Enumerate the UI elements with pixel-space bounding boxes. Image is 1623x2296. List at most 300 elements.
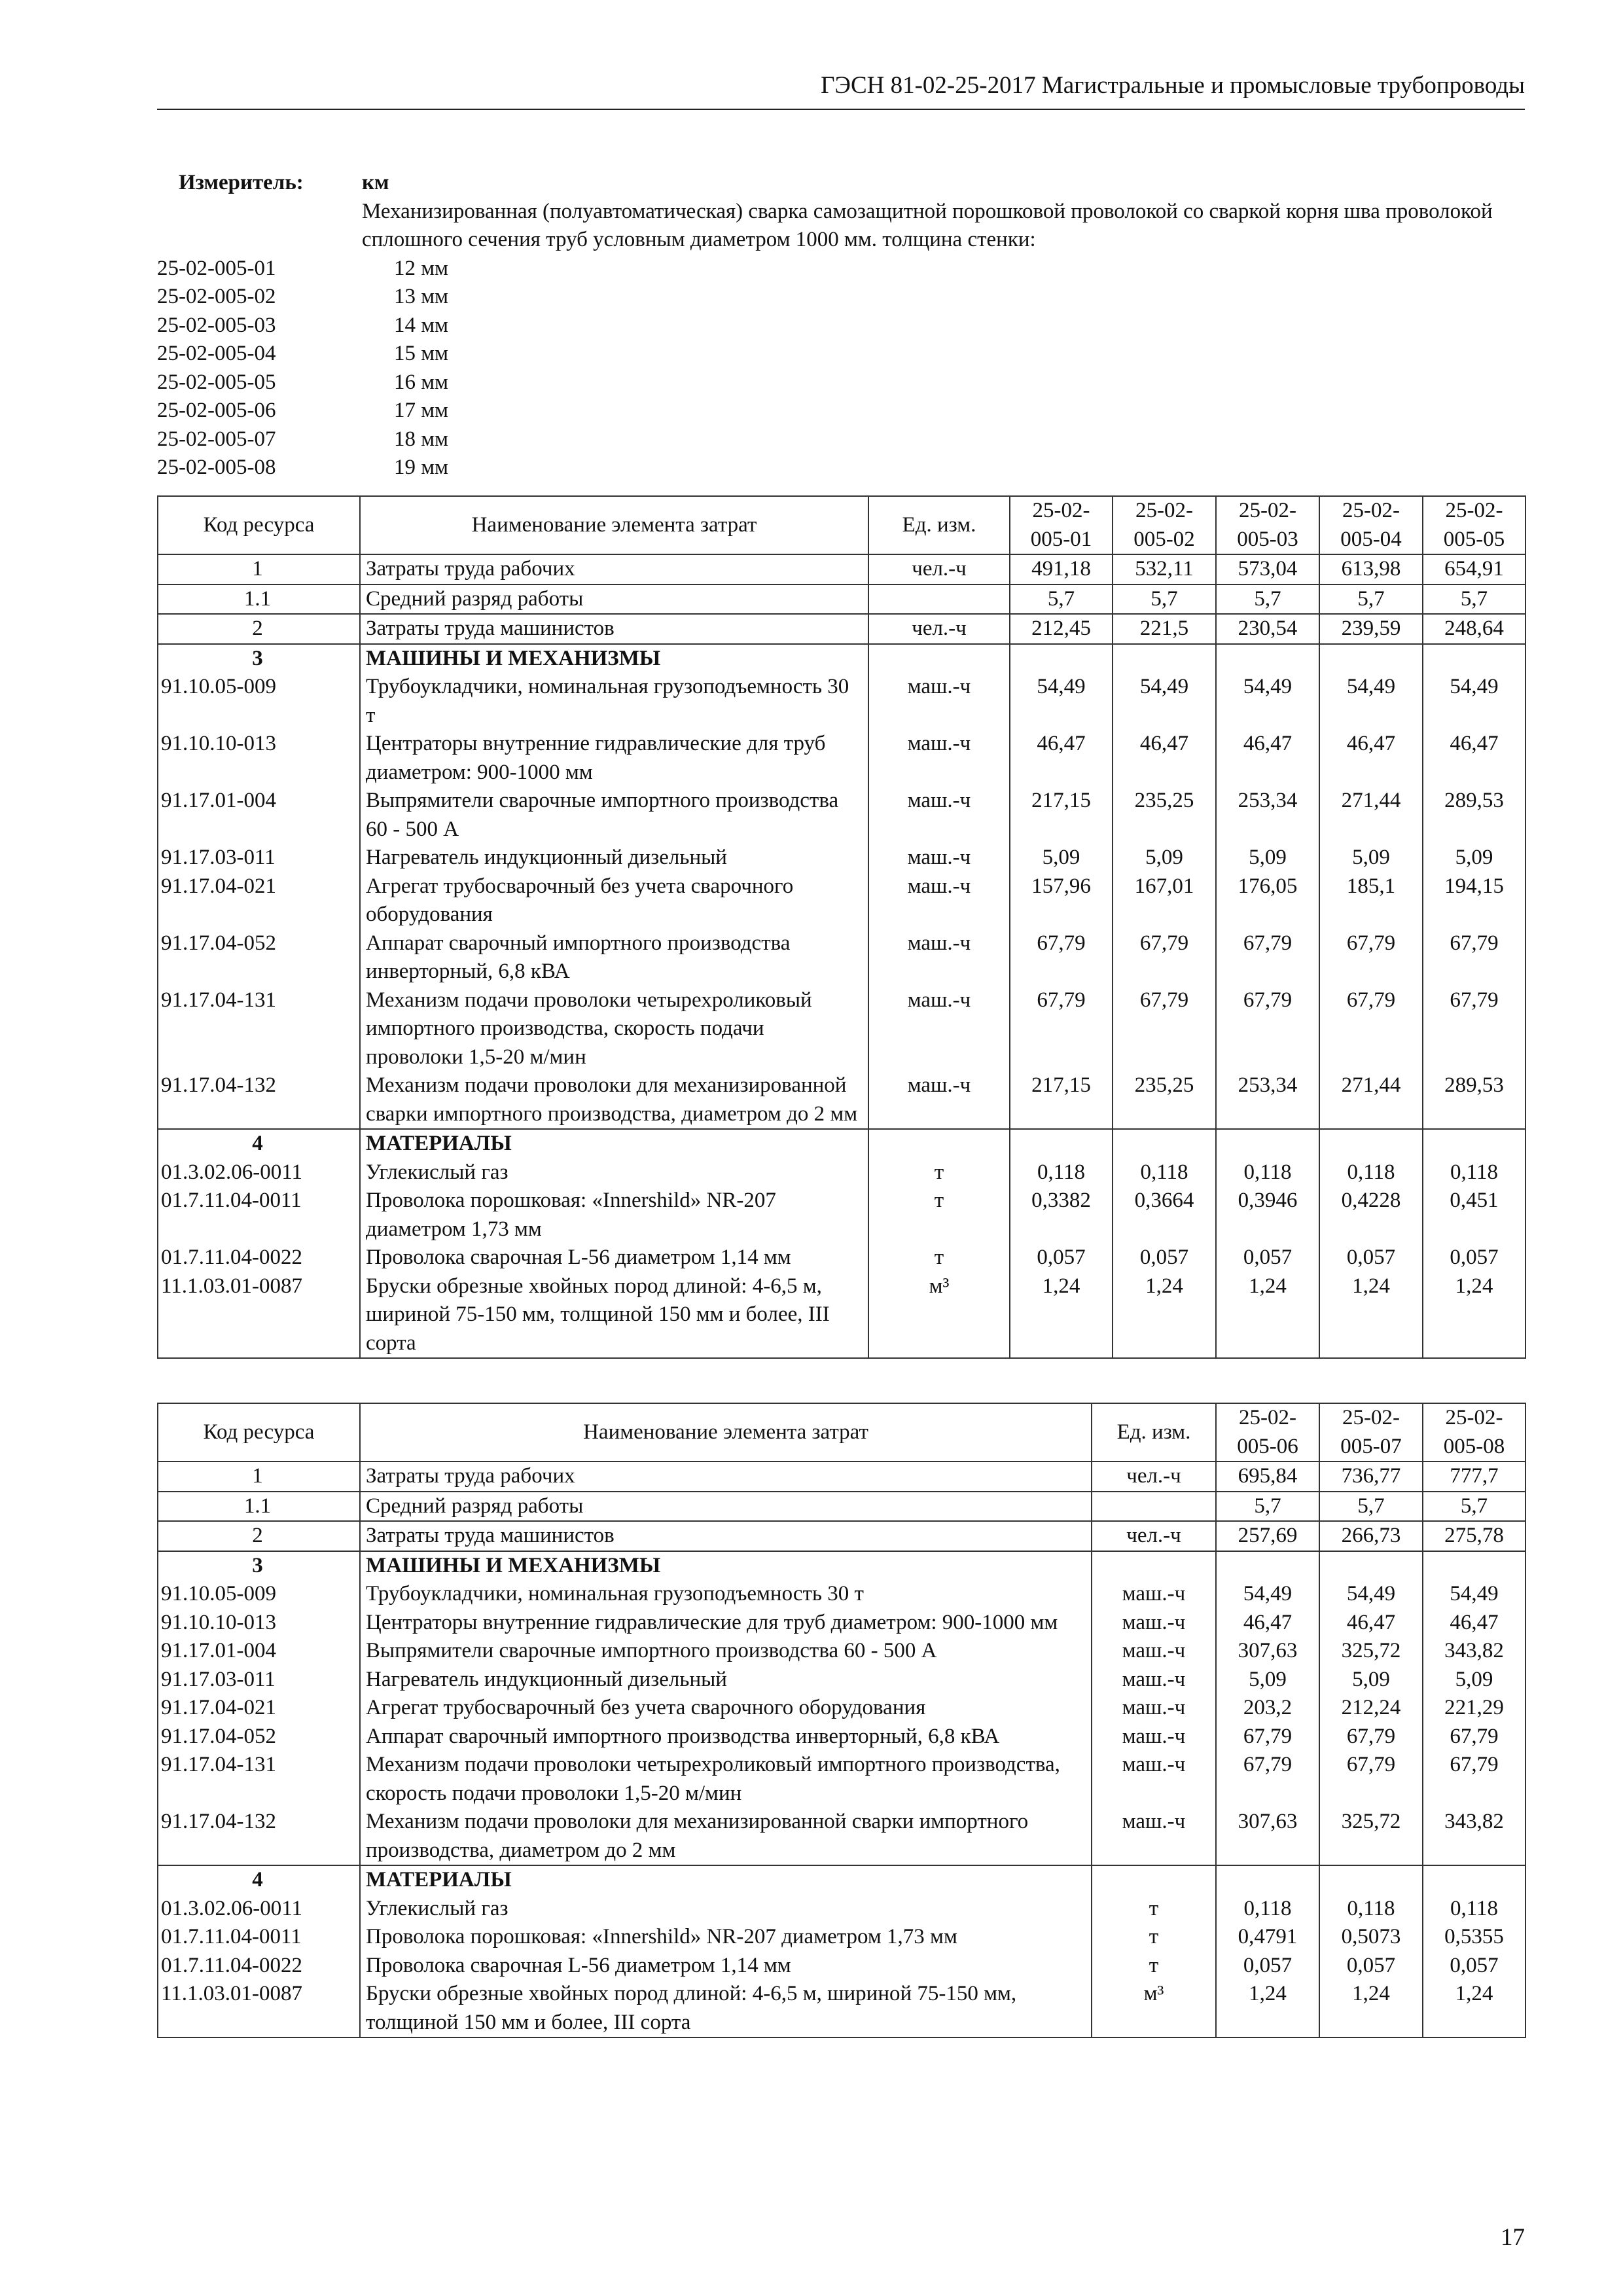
value-cell: 0,118	[1216, 1895, 1319, 1924]
value-cell: 67,79	[1423, 1723, 1525, 1751]
table-row	[158, 1808, 1525, 1865]
unit-cell	[1092, 1551, 1216, 1581]
value-cell: 194,15	[1423, 872, 1525, 929]
value-cell: 0,4228	[1319, 1187, 1423, 1244]
variant-row	[157, 397, 1525, 425]
cost-element-name: Механизм подачи проволоки для механизированной сварки импортного производства, диаметром до 2 мм	[360, 1808, 1092, 1865]
value-cell: 46,47	[1216, 1609, 1319, 1638]
unit-cell: маш.-ч	[868, 844, 1010, 872]
value-cell: 212,24	[1319, 1694, 1423, 1723]
resource-code: 4	[158, 1129, 360, 1158]
table-row	[158, 1980, 1525, 2037]
cost-element-name: Трубоукладчики, номинальная грузоподъемность 30 т	[360, 673, 868, 730]
value-cell: 46,47	[1319, 730, 1423, 787]
value-cell: 5,09	[1319, 844, 1423, 872]
resource-code: 01.3.02.06-0011	[158, 1895, 360, 1924]
resource-code: 4	[158, 1865, 360, 1895]
col-header-name: Наименование элемента затрат	[360, 1403, 1092, 1462]
variant-code: 25-02-005-05	[157, 370, 276, 394]
resource-code: 1	[158, 554, 360, 584]
meter-label: Измеритель:	[179, 171, 304, 194]
value-cell	[1216, 1129, 1319, 1158]
value-cell: 46,47	[1113, 730, 1216, 787]
cost-element-name: Центраторы внутренние гидравлические для труб диаметром: 900-1000 мм	[360, 730, 868, 787]
resource-code: 91.17.04-132	[158, 1808, 360, 1865]
col-header-variant: 25-02-005-01	[1010, 496, 1113, 554]
value-cell: 248,64	[1423, 614, 1525, 644]
value-cell: 67,79	[1113, 986, 1216, 1072]
cost-element-name: Проволока порошковая: «Innershild» NR-207 диаметром 1,73 мм	[360, 1923, 1092, 1952]
value-cell	[1010, 644, 1113, 673]
value-cell: 217,15	[1010, 787, 1113, 844]
unit-cell: маш.-ч	[868, 730, 1010, 787]
unit-cell: маш.-ч	[868, 1071, 1010, 1129]
unit-cell	[868, 1129, 1010, 1158]
value-cell: 54,49	[1216, 673, 1319, 730]
value-cell: 343,82	[1423, 1808, 1525, 1865]
resource-code: 1.1	[158, 584, 360, 615]
value-cell: 0,057	[1423, 1952, 1525, 1981]
value-cell: 0,3946	[1216, 1187, 1319, 1244]
value-cell: 289,53	[1423, 787, 1525, 844]
value-cell: 271,44	[1319, 1071, 1423, 1129]
resource-code: 91.10.10-013	[158, 730, 360, 787]
value-cell: 67,79	[1319, 1723, 1423, 1751]
value-cell: 0,5355	[1423, 1923, 1525, 1952]
unit-cell: м³	[868, 1272, 1010, 1359]
value-cell: 54,49	[1423, 673, 1525, 730]
value-cell	[1216, 644, 1319, 673]
variant-thickness: 19 мм	[394, 456, 449, 479]
col-header-variant: 25-02-005-03	[1216, 496, 1319, 554]
value-cell: 54,49	[1319, 1580, 1423, 1609]
table-row	[158, 584, 1525, 615]
unit-cell: маш.-ч	[1092, 1637, 1216, 1666]
resource-code: 01.7.11.04-0022	[158, 1244, 360, 1272]
value-cell: 46,47	[1423, 1609, 1525, 1638]
unit-cell: т	[1092, 1923, 1216, 1952]
table-row	[158, 554, 1525, 584]
variant-thickness: 12 мм	[394, 256, 449, 280]
resource-table-1	[157, 495, 1526, 1359]
value-cell: 67,79	[1216, 929, 1319, 986]
resource-code: 91.17.04-131	[158, 1751, 360, 1808]
value-cell: 0,118	[1319, 1895, 1423, 1924]
value-cell: 573,04	[1216, 554, 1319, 584]
resource-code: 91.17.04-052	[158, 929, 360, 986]
value-cell: 275,78	[1423, 1521, 1525, 1551]
cost-element-name: МАШИНЫ И МЕХАНИЗМЫ	[360, 1551, 1092, 1581]
table-row	[158, 1923, 1525, 1952]
cost-element-name: Проволока порошковая: «Innershild» NR-207 диаметром 1,73 мм	[360, 1187, 868, 1244]
cost-element-name: Механизм подачи проволоки для механизированной сварки импортного производства, диаметром до 2 мм	[360, 1071, 868, 1129]
table-row	[158, 1158, 1525, 1187]
resource-code: 01.7.11.04-0011	[158, 1187, 360, 1244]
table-row	[158, 1551, 1525, 1581]
value-cell: 46,47	[1423, 730, 1525, 787]
value-cell: 5,7	[1216, 584, 1319, 615]
value-cell: 67,79	[1113, 929, 1216, 986]
table-row	[158, 1521, 1525, 1551]
value-cell: 5,09	[1423, 844, 1525, 872]
table-row	[158, 1272, 1525, 1359]
value-cell: 0,118	[1423, 1895, 1525, 1924]
unit-cell: маш.-ч	[868, 872, 1010, 929]
cost-element-name: Углекислый газ	[360, 1158, 868, 1187]
col-header-variant: 25-02-005-06	[1216, 1403, 1319, 1462]
value-cell: 1,24	[1216, 1272, 1319, 1359]
col-header-unit: Ед. изм.	[1092, 1403, 1216, 1462]
value-cell: 253,34	[1216, 787, 1319, 844]
table-row	[158, 929, 1525, 986]
resource-code: 01.7.11.04-0022	[158, 1952, 360, 1981]
table-row	[158, 1865, 1525, 1895]
table-row	[158, 1580, 1525, 1609]
unit-cell: маш.-ч	[868, 787, 1010, 844]
resource-code: 91.17.04-021	[158, 1694, 360, 1723]
resource-code: 2	[158, 1521, 360, 1551]
value-cell: 5,7	[1319, 1492, 1423, 1522]
table-row	[158, 787, 1525, 844]
value-cell: 0,451	[1423, 1187, 1525, 1244]
value-cell: 777,7	[1423, 1462, 1525, 1492]
table-row	[158, 730, 1525, 787]
value-cell: 1,24	[1423, 1272, 1525, 1359]
value-cell: 695,84	[1216, 1462, 1319, 1492]
value-cell: 5,7	[1423, 1492, 1525, 1522]
value-cell: 176,05	[1216, 872, 1319, 929]
value-cell: 613,98	[1319, 554, 1423, 584]
col-header-code: Код ресурса	[158, 496, 360, 554]
value-cell	[1319, 1551, 1423, 1581]
value-cell: 67,79	[1010, 929, 1113, 986]
value-cell: 1,24	[1319, 1272, 1423, 1359]
value-cell: 212,45	[1010, 614, 1113, 644]
resource-code: 1.1	[158, 1492, 360, 1522]
value-cell: 532,11	[1113, 554, 1216, 584]
value-cell: 230,54	[1216, 614, 1319, 644]
unit-cell: т	[1092, 1952, 1216, 1981]
table-row	[158, 844, 1525, 872]
value-cell	[1423, 644, 1525, 673]
table-row	[158, 1952, 1525, 1981]
value-cell: 0,118	[1113, 1158, 1216, 1187]
col-header-code: Код ресурса	[158, 1403, 360, 1462]
table-row	[158, 1492, 1525, 1522]
value-cell: 5,09	[1113, 844, 1216, 872]
intro-block	[157, 169, 1525, 482]
value-cell: 271,44	[1319, 787, 1423, 844]
value-cell: 491,18	[1010, 554, 1113, 584]
value-cell: 235,25	[1113, 1071, 1216, 1129]
value-cell: 5,7	[1319, 584, 1423, 615]
cost-element-name: Бруски обрезные хвойных пород длиной: 4-6,5 м, шириной 75-150 мм, толщиной 150 мм и более, III сорта	[360, 1272, 868, 1359]
variant-row	[157, 425, 1525, 454]
variant-row	[157, 255, 1525, 283]
value-cell: 54,49	[1319, 673, 1423, 730]
cost-element-name: Проволока сварочная L-56 диаметром 1,14 мм	[360, 1952, 1092, 1981]
value-cell	[1423, 1129, 1525, 1158]
value-cell: 0,057	[1319, 1952, 1423, 1981]
cost-element-name: Углекислый газ	[360, 1895, 1092, 1924]
resource-code: 91.17.04-131	[158, 986, 360, 1072]
unit-cell: маш.-ч	[1092, 1723, 1216, 1751]
table-row	[158, 1129, 1525, 1158]
resource-code: 91.17.04-052	[158, 1723, 360, 1751]
cost-element-name: Выпрямители сварочные импортного производства 60 - 500 А	[360, 1637, 1092, 1666]
unit-cell: м³	[1092, 1980, 1216, 2037]
variant-code: 25-02-005-08	[157, 456, 276, 479]
value-cell: 0,118	[1010, 1158, 1113, 1187]
variant-thickness: 18 мм	[394, 427, 449, 451]
unit-cell: чел.-ч	[868, 614, 1010, 644]
table-row	[158, 1637, 1525, 1666]
value-cell: 221,29	[1423, 1694, 1525, 1723]
table-row	[158, 614, 1525, 644]
table-row	[158, 673, 1525, 730]
header-row	[158, 496, 1525, 554]
value-cell: 221,5	[1113, 614, 1216, 644]
variant-code: 25-02-005-06	[157, 399, 276, 422]
value-cell: 0,057	[1113, 1244, 1216, 1272]
value-cell: 0,057	[1319, 1244, 1423, 1272]
value-cell	[1423, 1551, 1525, 1581]
value-cell: 1,24	[1010, 1272, 1113, 1359]
unit-cell: чел.-ч	[1092, 1521, 1216, 1551]
value-cell	[1216, 1551, 1319, 1581]
value-cell: 46,47	[1010, 730, 1113, 787]
value-cell: 289,53	[1423, 1071, 1525, 1129]
resource-code: 91.17.04-021	[158, 872, 360, 929]
value-cell: 167,01	[1113, 872, 1216, 929]
value-cell: 67,79	[1319, 986, 1423, 1072]
value-cell	[1010, 1129, 1113, 1158]
unit-cell: маш.-ч	[1092, 1694, 1216, 1723]
unit-cell	[1092, 1492, 1216, 1522]
cost-element-name: МАШИНЫ И МЕХАНИЗМЫ	[360, 644, 868, 673]
value-cell: 185,1	[1319, 872, 1423, 929]
value-cell: 0,3664	[1113, 1187, 1216, 1244]
cost-element-name: Аппарат сварочный импортного производства инверторный, 6,8 кВА	[360, 1723, 1092, 1751]
variant-row	[157, 283, 1525, 312]
resource-code: 01.3.02.06-0011	[158, 1158, 360, 1187]
value-cell: 0,057	[1423, 1244, 1525, 1272]
resource-code: 91.17.01-004	[158, 787, 360, 844]
value-cell: 5,09	[1319, 1666, 1423, 1695]
table-row	[158, 1723, 1525, 1751]
value-cell: 0,118	[1423, 1158, 1525, 1187]
value-cell: 217,15	[1010, 1071, 1113, 1129]
value-cell: 0,118	[1216, 1158, 1319, 1187]
cost-element-name: Аппарат сварочный импортного производства инверторный, 6,8 кВА	[360, 929, 868, 986]
value-cell: 257,69	[1216, 1521, 1319, 1551]
value-cell	[1319, 1129, 1423, 1158]
meter-value: км	[362, 171, 389, 194]
value-cell: 67,79	[1216, 1723, 1319, 1751]
value-cell: 1,24	[1423, 1980, 1525, 2037]
header-row	[158, 1403, 1525, 1462]
value-cell: 5,7	[1113, 584, 1216, 615]
variant-thickness: 16 мм	[394, 370, 449, 394]
value-cell: 46,47	[1216, 730, 1319, 787]
value-cell: 307,63	[1216, 1808, 1319, 1865]
cost-element-name: Агрегат трубосварочный без учета сварочного оборудования	[360, 872, 868, 929]
work-description: Механизированная (полуавтоматическая) сварка самозащитной порошковой проволокой со сваркой корня шва проволокой сплошного сечения труб условным диаметром 1000 мм. толщина стенки:	[362, 199, 1493, 251]
variant-list	[157, 255, 1525, 482]
cost-element-name: Средний разряд работы	[360, 584, 868, 615]
table-row	[158, 872, 1525, 929]
variant-row	[157, 340, 1525, 368]
unit-cell: т	[868, 1158, 1010, 1187]
value-cell: 5,09	[1423, 1666, 1525, 1695]
table-row	[158, 1609, 1525, 1638]
table-row	[158, 644, 1525, 673]
unit-cell: маш.-ч	[1092, 1609, 1216, 1638]
cost-element-name: Затраты труда рабочих	[360, 554, 868, 584]
value-cell	[1423, 1865, 1525, 1895]
variant-code: 25-02-005-07	[157, 427, 276, 451]
col-header-variant: 25-02-005-02	[1113, 496, 1216, 554]
value-cell: 325,72	[1319, 1637, 1423, 1666]
value-cell: 266,73	[1319, 1521, 1423, 1551]
col-header-name: Наименование элемента затрат	[360, 496, 868, 554]
resource-table-2	[157, 1403, 1526, 2038]
value-cell: 67,79	[1216, 986, 1319, 1072]
cost-element-name: МАТЕРИАЛЫ	[360, 1129, 868, 1158]
variant-code: 25-02-005-03	[157, 313, 276, 337]
value-cell: 239,59	[1319, 614, 1423, 644]
col-header-variant: 25-02-005-05	[1423, 496, 1525, 554]
value-cell: 54,49	[1423, 1580, 1525, 1609]
value-cell: 5,7	[1216, 1492, 1319, 1522]
variant-row	[157, 312, 1525, 340]
value-cell: 67,79	[1216, 1751, 1319, 1808]
table-row	[158, 1187, 1525, 1244]
cost-element-name: Агрегат трубосварочный без учета сварочного оборудования	[360, 1694, 1092, 1723]
col-header-variant: 25-02-005-07	[1319, 1403, 1423, 1462]
unit-cell: маш.-ч	[1092, 1580, 1216, 1609]
cost-element-name: МАТЕРИАЛЫ	[360, 1865, 1092, 1895]
value-cell: 1,24	[1216, 1980, 1319, 2037]
resource-code: 01.7.11.04-0011	[158, 1923, 360, 1952]
variant-thickness: 14 мм	[394, 313, 449, 337]
variant-code: 25-02-005-02	[157, 285, 276, 308]
value-cell: 1,24	[1113, 1272, 1216, 1359]
cost-element-name: Проволока сварочная L-56 диаметром 1,14 мм	[360, 1244, 868, 1272]
resource-code: 91.17.04-132	[158, 1071, 360, 1129]
value-cell: 235,25	[1113, 787, 1216, 844]
unit-cell: маш.-ч	[868, 673, 1010, 730]
cost-element-name: Нагреватель индукционный дизельный	[360, 1666, 1092, 1695]
value-cell: 54,49	[1010, 673, 1113, 730]
cost-element-name: Бруски обрезные хвойных пород длиной: 4-6,5 м, шириной 75-150 мм, толщиной 150 мм и более, III сорта	[360, 1980, 1092, 2037]
unit-cell: маш.-ч	[1092, 1666, 1216, 1695]
unit-cell	[1092, 1865, 1216, 1895]
value-cell: 654,91	[1423, 554, 1525, 584]
value-cell: 67,79	[1423, 986, 1525, 1072]
variant-row	[157, 368, 1525, 397]
value-cell: 5,7	[1423, 584, 1525, 615]
cost-element-name: Затраты труда машинистов	[360, 1521, 1092, 1551]
value-cell: 343,82	[1423, 1637, 1525, 1666]
value-cell: 54,49	[1113, 673, 1216, 730]
unit-cell: маш.-ч	[1092, 1808, 1216, 1865]
value-cell: 253,34	[1216, 1071, 1319, 1129]
table-row	[158, 1071, 1525, 1129]
value-cell: 67,79	[1423, 929, 1525, 986]
running-header: ГЭСН 81-02-25-2017 Магистральные и промысловые трубопроводы	[821, 72, 1525, 99]
value-cell: 1,24	[1319, 1980, 1423, 2037]
resource-code: 91.17.03-011	[158, 844, 360, 872]
table-row	[158, 1694, 1525, 1723]
value-cell: 157,96	[1010, 872, 1113, 929]
value-cell: 5,7	[1010, 584, 1113, 615]
resource-code: 2	[158, 614, 360, 644]
cost-element-name: Средний разряд работы	[360, 1492, 1092, 1522]
variant-code: 25-02-005-04	[157, 342, 276, 365]
value-cell: 0,3382	[1010, 1187, 1113, 1244]
value-cell: 0,118	[1319, 1158, 1423, 1187]
resource-code: 11.1.03.01-0087	[158, 1272, 360, 1359]
unit-cell: т	[1092, 1895, 1216, 1924]
col-header-variant: 25-02-005-04	[1319, 496, 1423, 554]
value-cell	[1319, 644, 1423, 673]
value-cell: 0,057	[1216, 1244, 1319, 1272]
value-cell: 67,79	[1319, 1751, 1423, 1808]
resource-code: 3	[158, 644, 360, 673]
cost-element-name: Трубоукладчики, номинальная грузоподъемность 30 т	[360, 1580, 1092, 1609]
table-row	[158, 1751, 1525, 1808]
resource-code: 11.1.03.01-0087	[158, 1980, 360, 2037]
unit-cell: т	[868, 1244, 1010, 1272]
resource-code: 91.10.05-009	[158, 673, 360, 730]
value-cell: 307,63	[1216, 1637, 1319, 1666]
value-cell: 203,2	[1216, 1694, 1319, 1723]
value-cell: 67,79	[1319, 929, 1423, 986]
unit-cell: маш.-ч	[1092, 1751, 1216, 1808]
unit-cell: маш.-ч	[868, 929, 1010, 986]
meter-row	[157, 169, 1525, 198]
value-cell: 0,057	[1010, 1244, 1113, 1272]
value-cell: 54,49	[1216, 1580, 1319, 1609]
page-number: 17	[1501, 2224, 1525, 2251]
value-cell: 5,09	[1216, 844, 1319, 872]
table-row	[158, 1244, 1525, 1272]
value-cell	[1113, 644, 1216, 673]
value-cell: 325,72	[1319, 1808, 1423, 1865]
value-cell: 0,5073	[1319, 1923, 1423, 1952]
cost-element-name: Затраты труда машинистов	[360, 614, 868, 644]
cost-element-name: Центраторы внутренние гидравлические для труб диаметром: 900-1000 мм	[360, 1609, 1092, 1638]
unit-cell: чел.-ч	[868, 554, 1010, 584]
unit-cell: маш.-ч	[868, 986, 1010, 1072]
table-row	[158, 1666, 1525, 1695]
table-row	[158, 1895, 1525, 1924]
cost-element-name: Выпрямители сварочные импортного производства 60 - 500 А	[360, 787, 868, 844]
resource-code: 91.10.05-009	[158, 1580, 360, 1609]
value-cell: 736,77	[1319, 1462, 1423, 1492]
variant-thickness: 13 мм	[394, 285, 449, 308]
cost-element-name: Затраты труда рабочих	[360, 1462, 1092, 1492]
value-cell: 0,057	[1216, 1952, 1319, 1981]
table-row	[158, 986, 1525, 1072]
value-cell	[1113, 1129, 1216, 1158]
description-row	[157, 198, 1525, 255]
cost-element-name: Механизм подачи проволоки четырехроликовый импортного производства, скорость подачи проволоки 1,5-20 м/мин	[360, 1751, 1092, 1808]
variant-thickness: 17 мм	[394, 399, 449, 422]
cost-element-name: Механизм подачи проволоки четырехроликовый импортного производства, скорость подачи проволоки 1,5-20 м/мин	[360, 986, 868, 1072]
header-rule	[157, 109, 1525, 110]
